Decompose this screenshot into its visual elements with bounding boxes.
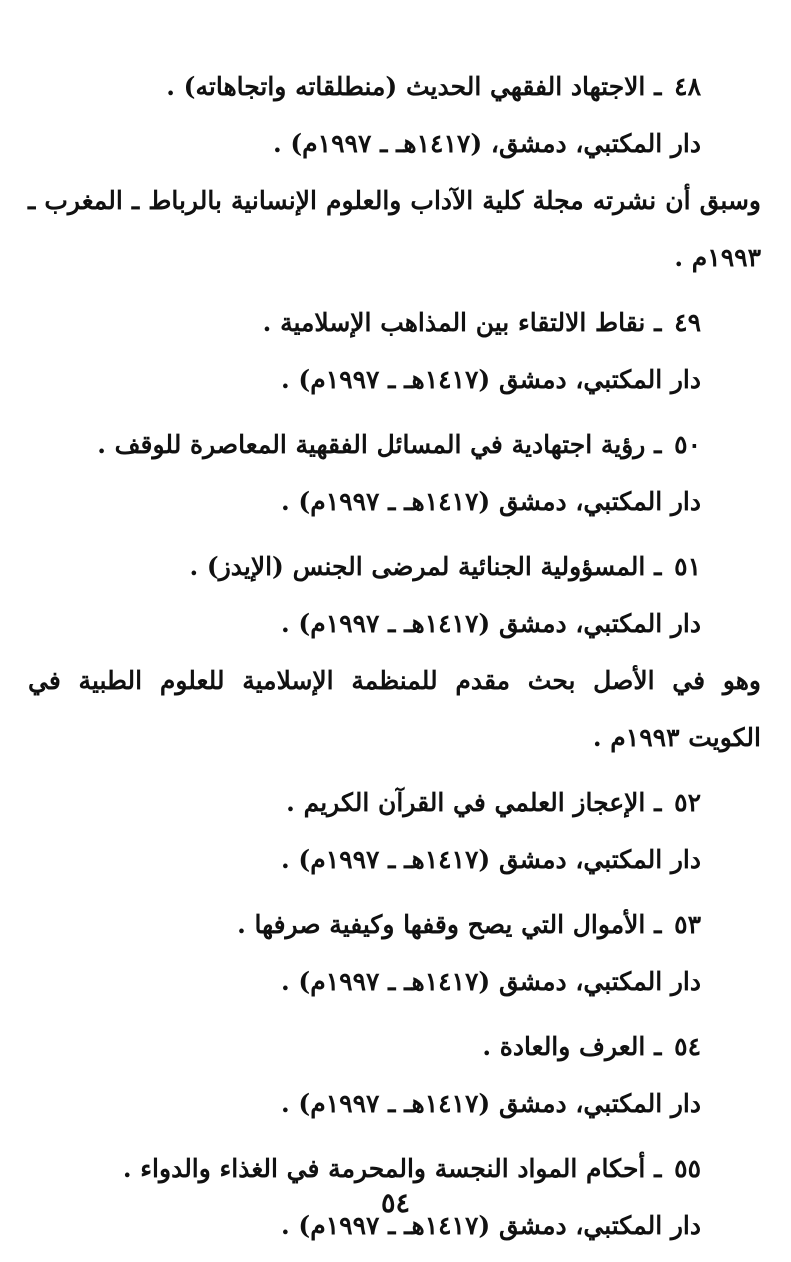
entry-dash: ـ: [654, 1154, 662, 1183]
entry-number: ٥٢: [674, 788, 701, 817]
entry-title-line: [28, 416, 701, 473]
entry-dash: ـ: [654, 788, 662, 817]
entry-dash: ـ: [654, 552, 662, 581]
bibliography-entry-51: [28, 538, 761, 766]
entry-title: الاجتهاد الفقهي الحديث (منطلقاته واتجاهاته) .: [166, 72, 646, 101]
entry-title: الإعجاز العلمي في القرآن الكريم .: [286, 788, 646, 817]
entry-dash: ـ: [654, 308, 662, 337]
bibliography-entry-50: [28, 416, 701, 530]
entry-note: وسبق أن نشرته مجلة كلية الآداب والعلوم الإنسانية بالرباط ـ المغرب ـ ١٩٩٣م .: [28, 186, 761, 272]
entry-title: نقاط الالتقاء بين المذاهب الإسلامية .: [262, 308, 646, 337]
entry-publisher: دار المكتبي، دمشق (١٤١٧هـ ـ ١٩٩٧م) .: [281, 967, 701, 996]
entry-number: ٥٣: [674, 910, 701, 939]
entry-number: ٤٨: [674, 72, 701, 101]
entry-title: الأموال التي يصح وقفها وكيفية صرفها .: [237, 910, 646, 939]
entry-publisher: دار المكتبي، دمشق (١٤١٧هـ ـ ١٩٩٧م) .: [281, 365, 701, 394]
bibliography-entry-49: [28, 294, 701, 408]
entry-publisher: دار المكتبي، دمشق (١٤١٧هـ ـ ١٩٩٧م) .: [281, 845, 701, 874]
bibliography-entry-53: [28, 896, 701, 1010]
entry-title-line: [28, 896, 701, 953]
entry-title-line: [28, 1018, 701, 1075]
entry-title-line: [28, 538, 701, 595]
bibliography-entry-52: [28, 774, 701, 888]
entry-title: المسؤولية الجنائية لمرضى الجنس (الإيدز) .: [189, 552, 646, 581]
entry-number: ٥٤: [674, 1032, 701, 1061]
entry-title-line: [28, 58, 701, 115]
entry-publisher: دار المكتبي، دمشق (١٤١٧هـ ـ ١٩٩٧م) .: [281, 487, 701, 516]
entry-dash: ـ: [654, 72, 662, 101]
entry-dash: ـ: [654, 1032, 662, 1061]
entry-title: أحكام المواد النجسة والمحرمة في الغذاء والدواء .: [122, 1154, 646, 1183]
entry-title-line: [28, 774, 701, 831]
entry-publisher: دار المكتبي، دمشق (١٤١٧هـ ـ ١٩٩٧م) .: [281, 1211, 701, 1240]
entry-note: وهو في الأصل بحث مقدم للمنظمة الإسلامية للعلوم الطبية في الكويت ١٩٩٣م .: [28, 666, 761, 752]
bibliography-list: [28, 58, 761, 1262]
page-number: ٥٤: [380, 1188, 410, 1219]
entry-number: ٥٠: [674, 430, 701, 459]
entry-title: رؤية اجتهادية في المسائل الفقهية المعاصرة للوقف .: [97, 430, 646, 459]
entry-number: ٤٩: [674, 308, 701, 337]
entry-publisher: دار المكتبي، دمشق (١٤١٧هـ ـ ١٩٩٧م) .: [281, 609, 701, 638]
entry-title: العرف والعادة .: [482, 1032, 646, 1061]
bibliography-entry-48: [28, 58, 761, 286]
entry-number: ٥٥: [674, 1154, 701, 1183]
bibliography-entry-54: [28, 1018, 701, 1132]
entry-publisher: دار المكتبي، دمشق، (١٤١٧هـ ـ ١٩٩٧م) .: [272, 129, 701, 158]
entry-dash: ـ: [654, 430, 662, 459]
entry-publisher: دار المكتبي، دمشق (١٤١٧هـ ـ ١٩٩٧م) .: [281, 1089, 701, 1118]
entry-number: ٥١: [674, 552, 701, 581]
entry-title-line: [28, 294, 701, 351]
entry-dash: ـ: [654, 910, 662, 939]
